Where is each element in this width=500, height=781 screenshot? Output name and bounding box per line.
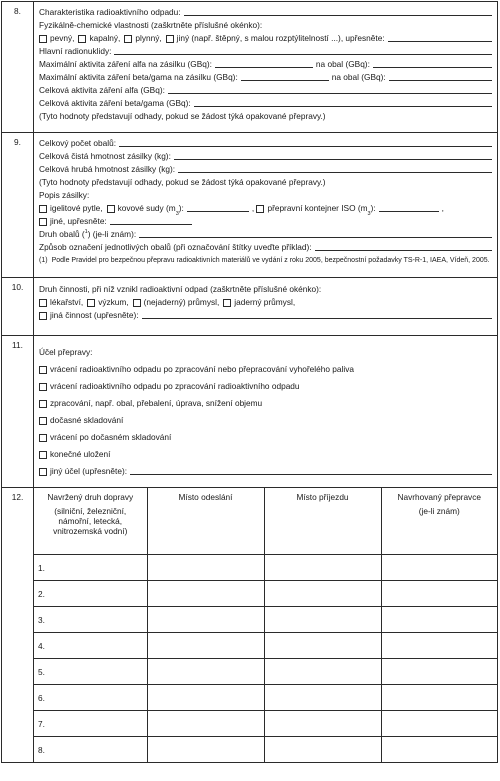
table-cell[interactable] [264, 659, 381, 685]
radioactive-waste-label: Charakteristika radioaktivního odpadu: [39, 7, 181, 17]
radioactive-waste-field[interactable] [184, 15, 492, 16]
purpose-option-checkbox[interactable] [39, 383, 47, 391]
table-row [34, 659, 497, 685]
pkg-type-text-end: ) (je-li znám): [87, 229, 137, 239]
transport-col-header [264, 488, 381, 555]
table-cell[interactable] [381, 711, 497, 737]
drums-label: kovové sudy (m [117, 203, 176, 213]
row-number[interactable]: 5. [34, 659, 147, 685]
transport-table [34, 488, 497, 762]
total-alpha-label: Celková aktivita záření alfa (GBq): [39, 85, 165, 95]
net-mass-label: Celková čistá hmotnost zásilky (kg): [39, 151, 171, 161]
total-beta-label: Celková aktivita záření beta/gama (GBq): [39, 98, 191, 108]
beta-max-label: Maximální aktivita záření beta/gama na zásilku (GBq): [39, 72, 238, 82]
row-number[interactable]: 2. [34, 581, 147, 607]
row-number[interactable]: 4. [34, 633, 147, 659]
labeling-label: Způsob označení jednotlivých obalů (při označování štítky uveďte příklad): [39, 242, 312, 252]
table-cell[interactable] [147, 633, 264, 659]
col1-title: Navržený druh dopravy [47, 492, 134, 502]
other-state-checkbox[interactable] [166, 35, 174, 43]
nonnuclear-checkbox[interactable] [133, 299, 141, 307]
research-checkbox[interactable] [87, 299, 95, 307]
alpha-max-label: Maximální aktivita záření alfa na zásilku (GBq): [39, 59, 212, 69]
form-table [1, 1, 498, 763]
table-cell[interactable] [147, 685, 264, 711]
pkg-type-footnote-ref: 1 [84, 229, 88, 235]
other-activity-checkbox[interactable] [39, 312, 47, 320]
footnote-text: Podle Pravidel pro bezpečnou přepravu radioaktivních materiálů ve vydání z roku 2005, bezpečnostní požadavky TS-R-1, IAEA, Vídeň, 2005. [51, 257, 490, 264]
purpose-option-label: zpracování, např. obal, přebalení, úprava, snížení objemu [50, 398, 263, 408]
iso-label: přepravní kontejner ISO (m [267, 203, 368, 213]
iso-checkbox[interactable] [256, 205, 264, 213]
purpose-option-label: vrácení radioaktivního odpadu po zpracování radioaktivního odpadu [50, 381, 300, 391]
footnote [39, 256, 492, 265]
purpose-label: Účel přepravy: [39, 347, 93, 357]
alpha-max-field[interactable] [215, 58, 313, 68]
table-cell[interactable] [147, 737, 264, 763]
table-cell[interactable] [264, 711, 381, 737]
table-cell[interactable] [381, 737, 497, 763]
nonnuclear-label: (nejaderný) průmysl, [143, 297, 220, 307]
medical-label: lékařství, [50, 297, 84, 307]
table-row [34, 555, 497, 581]
medical-checkbox[interactable] [39, 299, 47, 307]
purpose-option-checkbox[interactable] [39, 417, 47, 425]
purpose-option-checkbox[interactable] [39, 451, 47, 459]
table-row [34, 607, 497, 633]
table-cell[interactable] [264, 737, 381, 763]
table-cell[interactable] [147, 659, 264, 685]
gross-mass-label: Celková hrubá hmotnost zásilky (kg): [39, 164, 176, 174]
alpha-pkg-field[interactable] [373, 67, 492, 68]
transport-col-header [34, 488, 147, 555]
col3-title: Místo příjezdu [296, 492, 349, 502]
total-alpha-field[interactable] [168, 93, 492, 94]
pkg-count-label: Celkový počet obalů: [39, 138, 117, 148]
other-activity-label: jiná činnost (upřesněte): [50, 310, 139, 320]
beta-pkg-label: na obal (GBq): [331, 72, 386, 82]
net-mass-field[interactable] [174, 159, 492, 160]
physchem-label: Fyzikálně-chemické vlastnosti (zaškrtněte příslušné okénko): [39, 20, 263, 30]
row-number[interactable]: 3. [34, 607, 147, 633]
table-cell[interactable] [264, 581, 381, 607]
section-number: 12. [2, 488, 34, 763]
labeling-field[interactable] [315, 250, 492, 251]
gas-checkbox[interactable] [124, 35, 132, 43]
iso-volume-field[interactable] [379, 202, 439, 212]
liquid-checkbox[interactable] [78, 35, 86, 43]
bags-label: igelitové pytle, [50, 203, 103, 213]
pkg-type-text: Druh obalů ( [39, 229, 85, 239]
drums-checkbox[interactable] [107, 205, 115, 213]
section-10 [2, 278, 498, 336]
section-11 [2, 336, 498, 488]
beta-max-field[interactable] [241, 71, 329, 81]
pkg-type-label [39, 229, 136, 240]
row-number[interactable]: 6. [34, 685, 147, 711]
footnote-number: (1) [39, 257, 48, 264]
table-row [34, 737, 497, 763]
row-number[interactable]: 8. [34, 737, 147, 763]
nuclear-checkbox[interactable] [223, 299, 231, 307]
table-cell[interactable] [381, 685, 497, 711]
table-cell[interactable] [264, 607, 381, 633]
transport-col-header [381, 488, 497, 555]
solid-checkbox[interactable] [39, 35, 47, 43]
section-number: 9. [2, 133, 34, 278]
main-nuclides-label: Hlavní radionuklidy: [39, 46, 112, 56]
main-nuclides-field[interactable] [114, 54, 492, 55]
table-cell[interactable] [381, 607, 497, 633]
iso-unit: ): [370, 203, 376, 213]
table-row [34, 581, 497, 607]
table-cell[interactable] [147, 581, 264, 607]
table-row [34, 685, 497, 711]
research-label: výzkum, [98, 297, 129, 307]
section-number: 10. [2, 278, 34, 336]
other-state-field[interactable] [388, 41, 492, 42]
col4-title: Navrhovaný přepravce [397, 492, 481, 502]
other-purpose-field[interactable] [130, 474, 492, 475]
gas-label: plynný, [135, 33, 162, 43]
table-cell[interactable] [147, 555, 264, 581]
transport-col-header [147, 488, 264, 555]
row-number[interactable]: 1. [34, 555, 147, 581]
purpose-option-label: dočasné skladování [50, 415, 124, 425]
bags-checkbox[interactable] [39, 205, 47, 213]
other-pkg-checkbox[interactable] [39, 218, 47, 226]
table-cell[interactable] [381, 555, 497, 581]
purpose-option-label: vrácení po dočasném skladování [50, 432, 172, 442]
drums-volume-field[interactable] [187, 202, 249, 212]
transport-header-row [34, 488, 497, 555]
purpose-option-checkbox[interactable] [39, 400, 47, 408]
section-8 [2, 2, 498, 133]
activity-label: Druh činnosti, při níž vznikl radioaktivní odpad (zaškrtněte příslušné okénko): [39, 284, 322, 294]
table-cell[interactable] [264, 633, 381, 659]
purpose-option-label: vrácení radioaktivního odpadu po zpracování nebo přepracování vyhořelého paliva [50, 364, 354, 374]
beta-pkg-field[interactable] [389, 80, 492, 81]
purpose-option-checkbox[interactable] [39, 434, 47, 442]
row-number[interactable]: 7. [34, 711, 147, 737]
purpose-option-checkbox[interactable] [39, 366, 47, 374]
col2-title: Místo odeslání [178, 492, 233, 502]
alpha-pkg-label: na obal (GBq): [315, 59, 370, 69]
other-purpose-checkbox[interactable] [39, 468, 47, 476]
total-beta-field[interactable] [194, 106, 492, 107]
table-cell[interactable] [147, 711, 264, 737]
drums-unit: ): [178, 203, 184, 213]
other-pkg-field[interactable] [110, 215, 192, 225]
section-number: 8. [2, 2, 34, 133]
other-purpose-label: jiný účel (upřesněte): [50, 466, 128, 476]
solid-label: pevný, [50, 33, 75, 43]
other-activity-field[interactable] [142, 318, 492, 319]
other-state-label: jiný (např. štěpný, s malou rozptýlitelností ...), upřesněte: [176, 33, 385, 43]
table-cell[interactable] [381, 659, 497, 685]
table-cell[interactable] [264, 555, 381, 581]
pkg-type-field[interactable] [139, 237, 492, 238]
gross-mass-field[interactable] [178, 172, 492, 173]
table-cell[interactable] [264, 685, 381, 711]
estimate-note: (Tyto hodnoty představují odhady, pokud se žádost týká opakované přepravy.) [39, 177, 326, 187]
table-row [34, 711, 497, 737]
section-number: 11. [2, 336, 34, 488]
liquid-label: kapalný, [89, 33, 121, 43]
section-9: 9. Celkový počet obalů: Celková čistá hmotnost zásilky (kg): Celková hrubá hmotnost zásilky (kg): (Tyto hodnoty představují odhady, pokud se žádost týká opakované přepravy.) Popis zásilky: igelitové pytle, kovové sudy (m 3 ): , přepravní kontejner ISO (m 3 ): , jiné, upřesněte: Druh obalů ($^1$) (je-li znám): Způsob označení jednotlivých obalů (při označování štítky uveďte příklad): (1) Podle Pravidel pro bezpečnou přepravu radioaktivních materiálů ve vydání z roku 2005, bezpečnostní požadavky TS-R-1, IAEA, Vídeň, 2005. [2, 133, 498, 278]
other-pkg-label: jiné, upřesněte: [50, 216, 107, 226]
section-12 [2, 488, 498, 763]
pkg-desc-label: Popis zásilky: [39, 190, 90, 200]
estimate-note: (Tyto hodnoty představují odhady, pokud se žádost týká opakované přepravy.) [39, 111, 326, 121]
table-cell[interactable] [381, 581, 497, 607]
pkg-count-field[interactable] [119, 146, 492, 147]
purpose-option-label: konečné uložení [50, 449, 111, 459]
table-cell[interactable] [381, 633, 497, 659]
col1-subtitle: (silniční, železniční, námořní, letecká, vnitrozemská vodní) [53, 506, 128, 536]
table-row [34, 633, 497, 659]
nuclear-label: jaderný průmysl, [234, 297, 296, 307]
col4-subtitle: (je-li znám) [418, 506, 460, 516]
table-cell[interactable] [147, 607, 264, 633]
